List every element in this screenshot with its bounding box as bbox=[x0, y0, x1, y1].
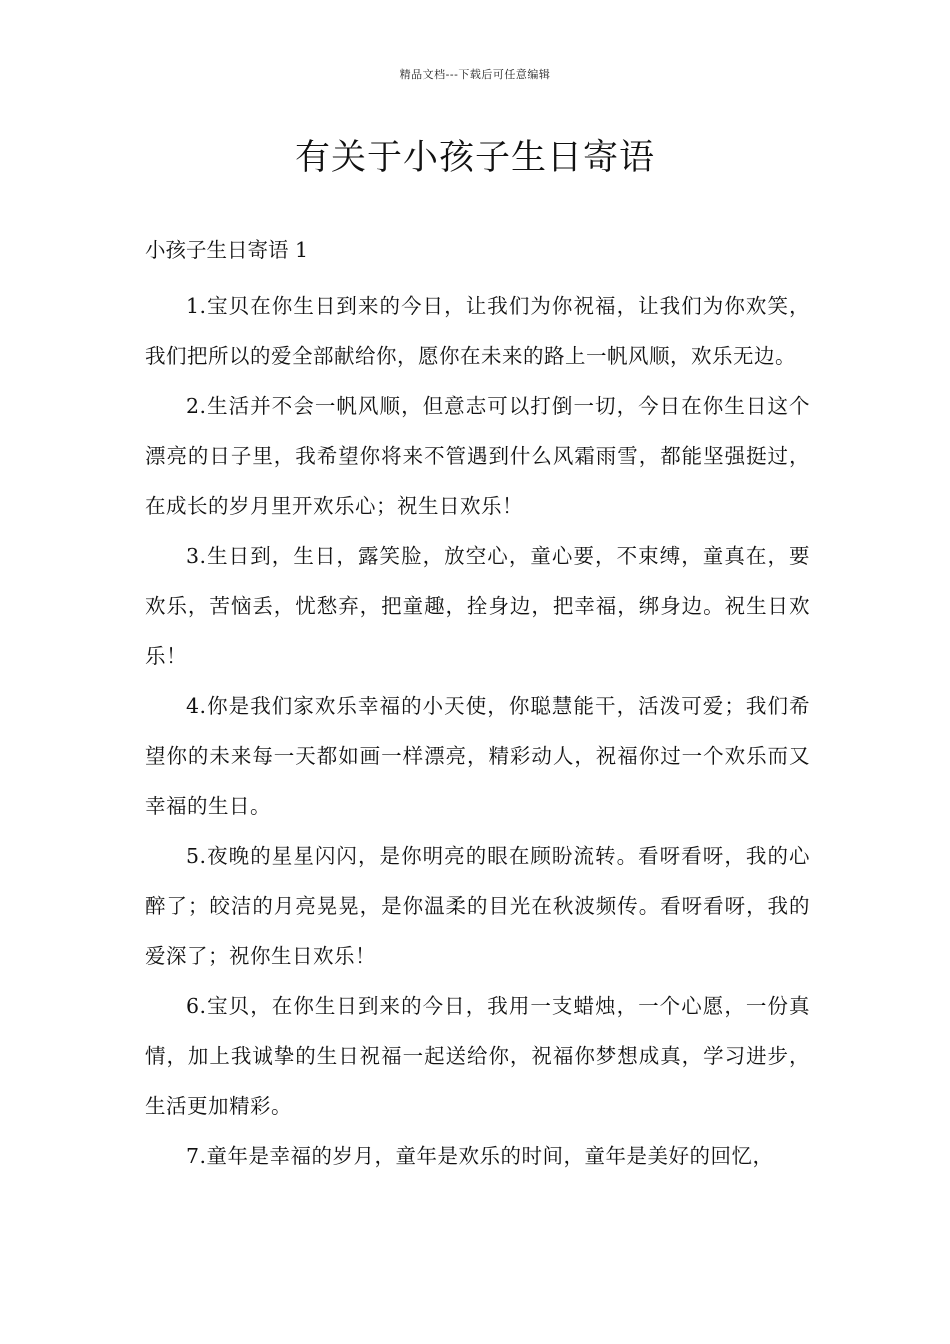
paragraph-4: 4.你是我们家欢乐幸福的小天使，你聪慧能干，活泼可爱；我们希望你的未来每一天都如画一样漂亮，精彩动人，祝福你过一个欢乐而又幸福的生日。 bbox=[145, 694, 810, 818]
paragraph-6: 6.宝贝，在你生日到来的今日，我用一支蜡烛，一个心愿，一份真情，加上我诚挚的生日祝福一起送给你，祝福你梦想成真，学习进步，生活更加精彩。 bbox=[145, 994, 810, 1118]
document-title: 有关于小孩子生日寄语 bbox=[294, 138, 655, 178]
paragraph-5: 5.夜晚的星星闪闪，是你明亮的眼在顾盼流转。看呀看呀，我的心醉了；皎洁的月亮晃晃，是你温柔的目光在秋波频传。看呀看呀，我的爱深了；祝你生日欢乐！ bbox=[145, 844, 810, 968]
section-heading: 小孩子生日寄语 1 bbox=[145, 238, 309, 262]
paragraph-7: 7.童年是幸福的岁月，童年是欢乐的时间，童年是美好的回忆， bbox=[186, 1144, 774, 1168]
document-body bbox=[145, 232, 810, 1181]
header-note: 精品文档---下载后可任意编辑 bbox=[399, 68, 551, 81]
paragraph-3: 3.生日到，生日，露笑脸，放空心，童心要，不束缚，童真在，要欢乐，苦恼丢，忧愁弃，把童趣，拴身边，把幸福，绑身边。祝生日欢乐！ bbox=[145, 544, 810, 668]
paragraph-2: 2.生活并不会一帆风顺，但意志可以打倒一切，今日在你生日这个漂亮的日子里，我希望你将来不管遇到什么风霜雨雪，都能坚强挺过，在成长的岁月里开欢乐心；祝生日欢乐！ bbox=[145, 394, 810, 518]
paragraph-1: 1.宝贝在你生日到来的今日，让我们为你祝福，让我们为你欢笑，我们把所以的爱全部献给你，愿你在未来的路上一帆风顺，欢乐无边。 bbox=[145, 294, 810, 368]
